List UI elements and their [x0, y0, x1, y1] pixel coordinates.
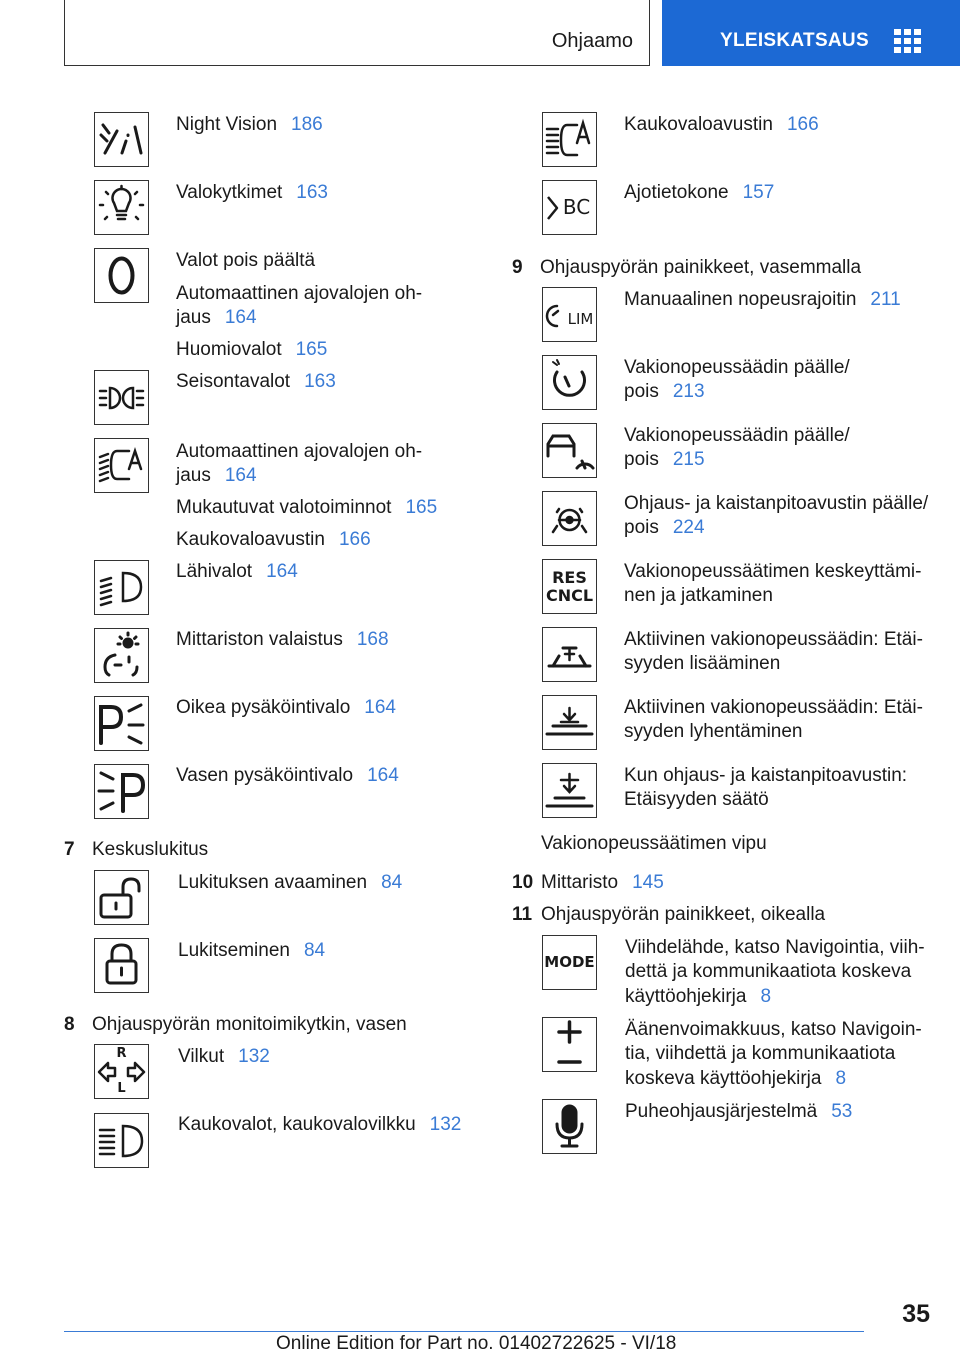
page-link[interactable]: 166 — [338, 529, 371, 550]
volume-plus-minus-icon — [542, 1017, 597, 1072]
icon-text-mode: MODE — [544, 953, 595, 971]
page-link[interactable]: 8 — [760, 986, 772, 1007]
page-link[interactable]: 213 — [672, 381, 705, 402]
page-link[interactable]: 164 — [266, 561, 298, 582]
valokytkimet-entry: Valokytkimet 163 — [176, 182, 328, 203]
vakio-paalle-1-line2: pois 213 — [624, 381, 705, 402]
onboard-computer-icon — [542, 180, 597, 235]
lights-off-zero-icon — [94, 248, 149, 303]
vakio-paalle-2-line2: pois 215 — [624, 449, 705, 470]
icon-text-cncl: CNCL — [545, 586, 594, 605]
lock-icon — [94, 938, 149, 993]
cruise-control-icon — [542, 355, 597, 410]
page-link[interactable]: 132 — [238, 1046, 270, 1067]
right-parking-light-icon — [94, 696, 149, 751]
aanenvoimakkuus-line1: Äänenvoimakkuus, katso Navigoin- — [625, 1019, 922, 1040]
kaukovalot-entry: Kaukovalot, kaukovalovilkku 132 — [178, 1114, 462, 1135]
vakio-keskeytys-line1: Vakionopeussäätimen keskeyttämi- — [624, 561, 922, 582]
page-link[interactable]: 186 — [291, 114, 323, 135]
turn-signals-icon — [94, 1044, 149, 1099]
vakio-keskeytys-line2: nen ja jatkaminen — [624, 585, 773, 606]
etaisyys-saato-line1: Kun ohjaus- ja kaistanpitoavustin: — [624, 765, 908, 786]
distance-adjust-icon — [542, 763, 597, 818]
icon-text-res: RES — [552, 568, 587, 587]
section-10-heading: 10 Mittaristo 145 — [512, 872, 664, 893]
page-link[interactable]: 165 — [405, 497, 438, 518]
page-link[interactable]: 165 — [295, 339, 328, 360]
etaisyys-lyhentaminen-line1: Aktiivinen vakionopeussäädin: Etäi- — [624, 697, 923, 718]
lahivalot-entry: Lähivalot 164 — [176, 561, 298, 582]
page-link[interactable]: 211 — [870, 289, 901, 310]
res-cncl-icon — [542, 559, 597, 614]
page-link[interactable]: 166 — [786, 114, 819, 135]
distance-increase-icon — [542, 627, 597, 682]
kaukovaloavustin-1-entry: Kaukovaloavustin 166 — [176, 529, 371, 550]
page-link[interactable]: 224 — [672, 517, 705, 538]
aanenvoimakkuus-line3: koskeva käyttöohjekirja 8 — [625, 1068, 847, 1089]
header-section-title: Ohjaamo — [551, 30, 633, 52]
icon-text-lim: LIM — [567, 310, 594, 328]
left-parking-light-icon — [94, 764, 149, 819]
mittariston-valaistus-entry: Mittariston valaistus 168 — [176, 629, 389, 650]
header-section-box — [64, 0, 650, 66]
icon-letter-l: L — [117, 1081, 126, 1096]
night-vision-entry: Night Vision 186 — [176, 114, 323, 135]
page-link[interactable]: 164 — [224, 307, 257, 328]
parking-lights-icon — [94, 370, 149, 425]
auto-ajovalo-2-line1: Automaattinen ajovalojen oh- — [176, 441, 423, 462]
etaisyys-saato-line2: Etäisyyden säätö — [624, 789, 769, 810]
distance-decrease-icon — [542, 695, 597, 750]
page-link[interactable]: 164 — [367, 765, 399, 786]
viihdelahde-line3: käyttöohjekirja 8 — [625, 986, 772, 1007]
page-link[interactable]: 145 — [632, 872, 664, 893]
page-number: 35 — [902, 1300, 930, 1328]
page-link[interactable]: 8 — [835, 1068, 847, 1089]
viihdelahde-line2: dettä ja kommunikaatiota koskeva — [625, 961, 912, 982]
page-link[interactable]: 53 — [831, 1101, 853, 1122]
light-switch-icon — [94, 180, 149, 235]
auto-headlight-a-icon — [94, 438, 149, 493]
instrument-lighting-icon — [94, 628, 149, 683]
seisontavalot-entry: Seisontavalot 163 — [176, 371, 336, 392]
etaisyys-lyhentaminen-line2: syyden lyhentäminen — [624, 721, 803, 742]
footer-divider — [64, 1331, 864, 1332]
low-beam-icon — [94, 560, 149, 615]
section-8-heading: 8 Ohjauspyörän monitoimikytkin, vasen — [64, 1014, 407, 1035]
oikea-pysakointivalo-entry: Oikea pysäköintivalo 164 — [176, 697, 396, 718]
microphone-icon — [542, 1099, 597, 1154]
speed-limiter-icon — [542, 287, 597, 342]
page-link[interactable]: 164 — [224, 465, 257, 486]
aanenvoimakkuus-line2: tia, viihdettä ja kommunikaatiota — [625, 1043, 896, 1064]
page-link[interactable]: 163 — [304, 371, 336, 392]
section-11-heading: 11 Ohjauspyörän painikkeet, oikealla — [512, 904, 826, 925]
auto-ajovalo-line1: Automaattinen ajovalojen oh- — [176, 283, 423, 304]
vilkut-entry: Vilkut 132 — [178, 1046, 270, 1067]
icon-text-bc: BC — [562, 195, 591, 219]
manuaalinen-nopeusrajoitin-entry: Manuaalinen nopeusrajoitin 211 — [624, 289, 901, 310]
auto-ajovalo-2-line2: jaus 164 — [176, 465, 257, 486]
etaisyys-lisaaminen-line2: syyden lisääminen — [624, 653, 781, 674]
footer-edition: Online Edition for Part no. 01402722625 - VI/18 — [276, 1333, 677, 1354]
steering-lane-assistant-icon — [542, 491, 597, 546]
unlock-icon — [94, 870, 149, 925]
high-beam-assistant-icon — [542, 112, 597, 167]
etaisyys-lisaaminen-line1: Aktiivinen vakionopeussäädin: Etäi- — [624, 629, 923, 650]
high-beam-icon — [94, 1113, 149, 1168]
page-link[interactable]: 157 — [742, 182, 775, 203]
section-9-heading: 9 Ohjauspyörän painikkeet, vasemmalla — [512, 257, 862, 278]
icon-letter-r: R — [116, 1046, 127, 1061]
grid-menu-icon[interactable] — [894, 29, 922, 53]
viihdelahde-line1: Viihdelähde, katso Navigointia, viih- — [625, 937, 925, 958]
mukautuvat-entry: Mukautuvat valotoiminnot 165 — [176, 497, 438, 518]
ohjaus-kaista-line2: pois 224 — [624, 517, 705, 538]
page-link[interactable]: 84 — [381, 872, 403, 893]
lukitseminen-entry: Lukitseminen 84 — [178, 940, 326, 961]
header-chapter-title: YLEISKATSAUS — [720, 30, 869, 51]
valot-pois-label: Valot pois päältä — [176, 250, 316, 271]
page-link[interactable]: 163 — [296, 182, 328, 203]
page-link[interactable]: 164 — [364, 697, 396, 718]
page-link[interactable]: 84 — [303, 940, 326, 961]
vakio-vipu-label: Vakionopeussäätimen vipu — [541, 833, 767, 854]
ajotietokone-entry: Ajotietokone 157 — [624, 182, 775, 203]
ohjaus-kaista-line1: Ohjaus- ja kaistanpitoavustin päälle/ — [624, 493, 929, 514]
mode-button-icon — [542, 935, 597, 990]
huomiovalot-entry: Huomiovalot 165 — [176, 339, 328, 360]
kaukovaloavustin-2-entry: Kaukovaloavustin 166 — [624, 114, 819, 135]
page-link[interactable]: 168 — [356, 629, 389, 650]
page-link[interactable]: 215 — [672, 449, 705, 470]
lukituksen-avaaminen-entry: Lukituksen avaaminen 84 — [178, 872, 403, 893]
section-7-heading: 7 Keskuslukitus — [64, 839, 209, 860]
page-link[interactable]: 132 — [429, 1114, 462, 1135]
vakio-paalle-1-line1: Vakionopeussäädin päälle/ — [624, 357, 850, 378]
puheohjaus-entry: Puheohjausjärjestelmä 53 — [625, 1101, 853, 1122]
night-vision-icon — [94, 112, 149, 167]
auto-ajovalo-line2: jaus 164 — [176, 307, 257, 328]
vasen-pysakointivalo-entry: Vasen pysäköintivalo 164 — [176, 765, 399, 786]
header-chapter-tab[interactable] — [662, 0, 960, 66]
adaptive-cruise-icon — [542, 423, 597, 478]
vakio-paalle-2-line1: Vakionopeussäädin päälle/ — [624, 425, 850, 446]
